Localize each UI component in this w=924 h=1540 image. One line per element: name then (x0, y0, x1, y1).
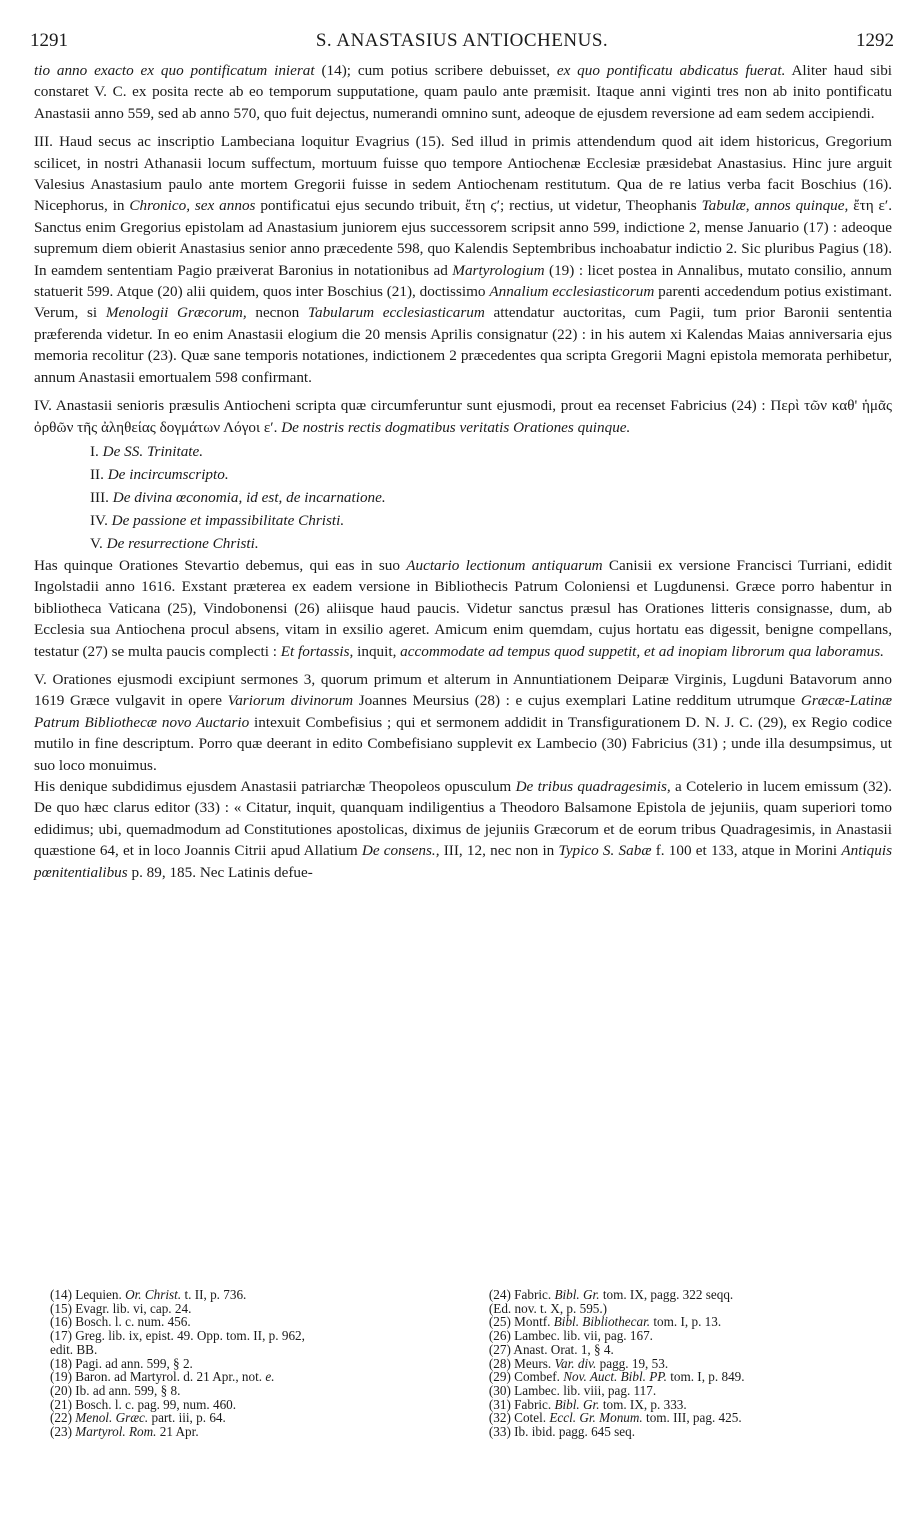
italic-text: Nov. Auct. Bibl. PP. (563, 1369, 667, 1385)
paragraph-continuation (34, 60, 892, 124)
text-run: Canisii ex versione Francisci Turriani, edidit Ingolstadii anno 1616. Exstant præterea ex eadem versione in Bibliothecis Patrum Coloniensi et Lugdunensi. Græce porro habentur in bibliotheca Vaticana (25), Vindobonensi (26) aliisque haud paucis. Videtur sanctus præsul has Orationes litteris consignasse, dum, ab Ecclesia sua Antiochena procul absens, vitam in exsilio ageret. Amicum enim quemdam, cujus hortatu eas digessit, benigne compellans, testatur (27) se multa paucis complecti : (34, 556, 893, 660)
footnote (489, 1425, 894, 1439)
italic-text: Or. Christ. (125, 1287, 182, 1302)
text-run: (32) Cotel. (488, 1410, 550, 1426)
paragraph-section-iii (34, 131, 892, 388)
text-run: necnon (246, 304, 308, 322)
paragraph-section-iv (34, 395, 892, 438)
text-run: (27) Anast. Orat. 1, § 4. (488, 1341, 614, 1357)
text-run: 21 Apr. (156, 1424, 199, 1440)
footnotes (50, 1288, 894, 1439)
text-run: tom. III, pag. 425. (642, 1410, 742, 1426)
italic-text: Var. div. (554, 1355, 597, 1371)
footnote (489, 1384, 894, 1398)
italic-text: Chronico, sex annos (129, 197, 256, 215)
italic-text: Variorum divinorum (227, 692, 354, 710)
text-run: parenti accedendum potius existimant. Verum, si (34, 283, 892, 322)
italic-text: Bibl. Gr. (554, 1287, 600, 1302)
paragraph-orations-editions (34, 555, 892, 662)
text-run: intexuit Combefisius ; qui et sermonem addidit in Transfigurationem D. N. J. C. (29), ex Regio codice mutilo in fine descriptum. Porro quæ deerant in edito Combefisiano supplevit ex Lambecio (30) Fabricius (31) ; unde illa desumpsimus, ut suo loco monuimus. (34, 713, 892, 774)
footnote (50, 1329, 455, 1343)
text-run: ἔτη ε′. Sanctus enim Gregorius epistolam ad Anastasium juniorem ejus successorem scripsit anno 599, indictione 2, mense Januario (17) : adeoque supremum diem obierit Anastasius senior anno præcedente 598, quo Kalendis Septembribus inchoabatur indictio 2. Sic pluribus Pagius (18). In eamdem sententiam Pagio præiverat Baronius in notationibus ad (34, 197, 893, 279)
page-header (30, 30, 894, 60)
footnote (50, 1343, 455, 1357)
text-run: pontificatui ejus secundo tribuit, ἔτη ϛ′; rectius, ut videtur, Theophanis (255, 197, 702, 215)
italic-text: Menologii Græcorum, (105, 304, 247, 322)
italic-text: Bibl. Gr. (554, 1396, 600, 1412)
text-run: (30) Lambec. lib. viii, pag. 117. (488, 1382, 657, 1398)
text-run: inquit, (353, 642, 401, 660)
italic-text: De consens., (361, 842, 440, 860)
italic-text: Antiquis pœnitentialibus (34, 842, 893, 881)
footnote (489, 1411, 894, 1425)
footnote (489, 1343, 894, 1357)
footnote (489, 1302, 894, 1316)
text-run: tom. IX, pagg. 322 seqq. (599, 1287, 734, 1302)
text-run: Aliter haud sibi constaret V. C. ex posita recte ab eo temporum supputatione, quam paulo ante præmisit. Itaque anni viginti tres non ab inito pontificatu Anastasii anno 559, sed ab anno 570, quo fuit dejectus, numerandi omnino sunt, adeoque de ejusdem reversione ad eam sedem accipiendi. (34, 62, 893, 122)
text-run: (22) (50, 1410, 76, 1426)
italic-text: Auctario lectionum antiquarum (406, 556, 603, 574)
italic-text: Martyrol. Rom. (75, 1424, 157, 1440)
italic-text: tio anno exacto ex quo pontificatum inierat (34, 62, 315, 79)
footnotes-left-column (50, 1288, 455, 1439)
text-run: edit. BB. (50, 1341, 98, 1357)
text-run: (33) Ib. ibid. pagg. 645 seq. (488, 1424, 636, 1440)
text-run: attendatur auctoritas, cum Pagii, tum prior Baronii sententia præferenda videtur. In eo enim Anastasii elogium die 20 mensis Aprilis consignatur (22) : in his autem xi Kalendas Maias anniversaria ejus memoria recolitur (23). Quæ sane temporis notationes, indictionem 2 præcedentes qua scripta Gregorii Magni epistola memorata perhibetur, annum Anastasii emortualem 598 confirmant. (34, 304, 892, 386)
oration-item: I. De SS. Trinitate. (90, 442, 204, 460)
text-run: part. iii, p. 64. (148, 1410, 226, 1426)
footnote (489, 1329, 894, 1343)
text-run: (24) Fabric. (488, 1287, 555, 1302)
text-run: Joannes Meursius (28) : e cujus exemplari Latine redditum utrumque (353, 692, 801, 710)
oration-item: II. De incircumscripto. (90, 465, 229, 483)
text-run: (26) Lambec. lib. vii, pag. 167. (488, 1328, 653, 1344)
text-run: tom. I, p. 13. (650, 1314, 722, 1330)
text-run: t. II, p. 736. (181, 1287, 247, 1302)
text-run: f. 100 et 133, atque in Morini (651, 842, 842, 860)
orations-list (90, 440, 892, 555)
body-text (34, 60, 892, 890)
text-run: p. 89, 185. Nec Latinis defue- (127, 863, 313, 881)
text-run: (20) Ib. ad ann. 599, § 8. (50, 1382, 181, 1398)
footnote (489, 1315, 894, 1329)
italic-text: De nostris rectis dogmatibus veritatis Orationes quinque. (281, 418, 631, 436)
text-run: (Ed. nov. t. X, p. 595.) (488, 1300, 608, 1316)
footnote (50, 1425, 455, 1439)
footnote (489, 1288, 894, 1302)
text-run: tom. I, p. 849. (666, 1369, 745, 1385)
text-run: V. Orationes ejusmodi excipiunt sermones 3, quorum primum et alterum in Annuntiationem Deiparæ Virginis, Lugduni Batavorum anno 1619 Græce vulgavit in opere (34, 670, 892, 710)
footnote (50, 1315, 455, 1329)
italic-text: Annalium ecclesiasticorum (489, 283, 655, 301)
text-run: (29) Combef. (488, 1369, 564, 1385)
footnotes-right-column (489, 1288, 894, 1439)
text-run: (14); cum potius scribere debuisset, (314, 62, 557, 79)
oration-item: V. De resurrectione Christi. (90, 534, 259, 552)
right-page-number: 1292 (855, 30, 894, 51)
text-run: (21) Bosch. l. c. pag. 99, num. 460. (50, 1396, 237, 1412)
italic-text: Et fortassis, (280, 642, 354, 660)
paragraph-de-tribus-quadragesimis (34, 776, 892, 883)
footnote (50, 1384, 455, 1398)
footnote (50, 1288, 455, 1302)
oration-item: III. De divina œconomia, id est, de incarnatione. (90, 488, 386, 506)
text-run: (14) Lequien. (50, 1287, 126, 1302)
text-run: tom. IX, p. 333. (599, 1396, 687, 1412)
text-run: a Cotelerio in lucem emissum (32). De quo hæc clarus editor (33) : « Citatur, inquit, quanquam indiligentius a Theodoro Balsamone Epistola de jejuniis, quam superiori tomo edidimus; ubi, quemadmodum ad Constitutiones apostolicas, diximus de jejuniis Græcorum et de eorum tribus Quadragesimis, in Anastasii quæstione 64, et in loco Joannis Citrii apud Allatium (34, 777, 892, 860)
text-run: III, 12, nec non in (439, 842, 559, 860)
text-run: (28) Meurs. (488, 1355, 555, 1371)
italic-text: e. (265, 1369, 275, 1385)
text-run: pagg. 19, 53. (596, 1355, 669, 1371)
italic-text: ex quo pontificatu abdicatus fuerat. (556, 62, 786, 79)
italic-text: Martyrologium (452, 261, 545, 279)
italic-text: De tribus quadragesimis, (515, 777, 671, 795)
text-run: IV. Anastasii senioris præsulis Antiocheni scripta quæ circumferuntur sunt ejusmodi, prout ea recenset Fabricius (24) : Περὶ τῶν καθ' ἡμᾶς ὀρθῶν τῆς ἀληθείας δογμάτων Λόγοι ε′. (34, 397, 892, 436)
italic-text: Eccl. Gr. Monum. (549, 1410, 643, 1426)
footnote (50, 1370, 455, 1384)
italic-text: Typico S. Sabæ (558, 842, 652, 860)
text-run: (31) Fabric. (488, 1396, 555, 1412)
left-page-number: 1291 (30, 30, 68, 51)
text-run: Has quinque Orationes Stevartio debemus, qui eas in suo (34, 556, 407, 574)
footnote (50, 1411, 455, 1425)
footnote (50, 1357, 455, 1371)
paragraph-section-v (34, 669, 892, 776)
text-run: (25) Montf. (488, 1314, 554, 1330)
italic-text: Tabularum ecclesiasticarum (307, 304, 485, 322)
footnote (50, 1302, 455, 1316)
italic-text: Tabulæ, annos quinque, (701, 197, 849, 215)
footnote (489, 1370, 894, 1384)
text-run: His denique subdidimus ejusdem Anastasii patriarchæ Theopoleos opusculum (34, 777, 516, 795)
text-run: (18) Pagi. ad ann. 599, § 2. (50, 1355, 193, 1371)
text-run: (15) Evagr. lib. vi, cap. 24. (50, 1300, 192, 1316)
running-title: S. ANASTASIUS ANTIOCHENUS. (315, 30, 609, 51)
italic-text: Græcæ-Latinæ Patrum Bibliothecæ novo Auctario (34, 692, 892, 731)
footnote (489, 1398, 894, 1412)
text-run: (17) Greg. lib. ix, epist. 49. Opp. tom. II, p. 962, (50, 1328, 305, 1344)
text-run: (23) (50, 1424, 76, 1440)
text-run: (16) Bosch. l. c. num. 456. (50, 1314, 191, 1330)
italic-text: Menol. Græc. (75, 1410, 149, 1426)
italic-text: Bibl. Bibliothecar. (553, 1314, 651, 1330)
text-run: (19) : licet postea in Annalibus, mutato consilio, annum statuerit 599. Atque (20) alii quidem, quos inter Boschius (21), doctissimo (34, 261, 892, 301)
oration-item: IV. De passione et impassibilitate Christi. (90, 511, 345, 529)
text-run: III. Haud secus ac inscriptio Lambeciana loquitur Evagrius (15). Sed illud in primis attendendum quod ait idem historicus, Gregorium scilicet, in nostri Athanasii locum suffectum, mortuum fuisse quo tempore Antiochenæ Ecclesiæ præsidebat Anastasius. Hinc jure arguit Valesius Anastasium paulo ante mortem Gregorii fuisse in sedem Antiochenam restitutum. Qua de re latius verba facit Boschius (16). Nicephorus, in (34, 133, 892, 215)
footnote (489, 1357, 894, 1371)
footnote (50, 1398, 455, 1412)
text-run: (19) Baron. ad Martyrol. d. 21 Apr., not. (50, 1369, 266, 1385)
italic-text: accommodate ad tempus quod suppetit, et ad inopiam librorum qua laboramus. (400, 642, 884, 660)
